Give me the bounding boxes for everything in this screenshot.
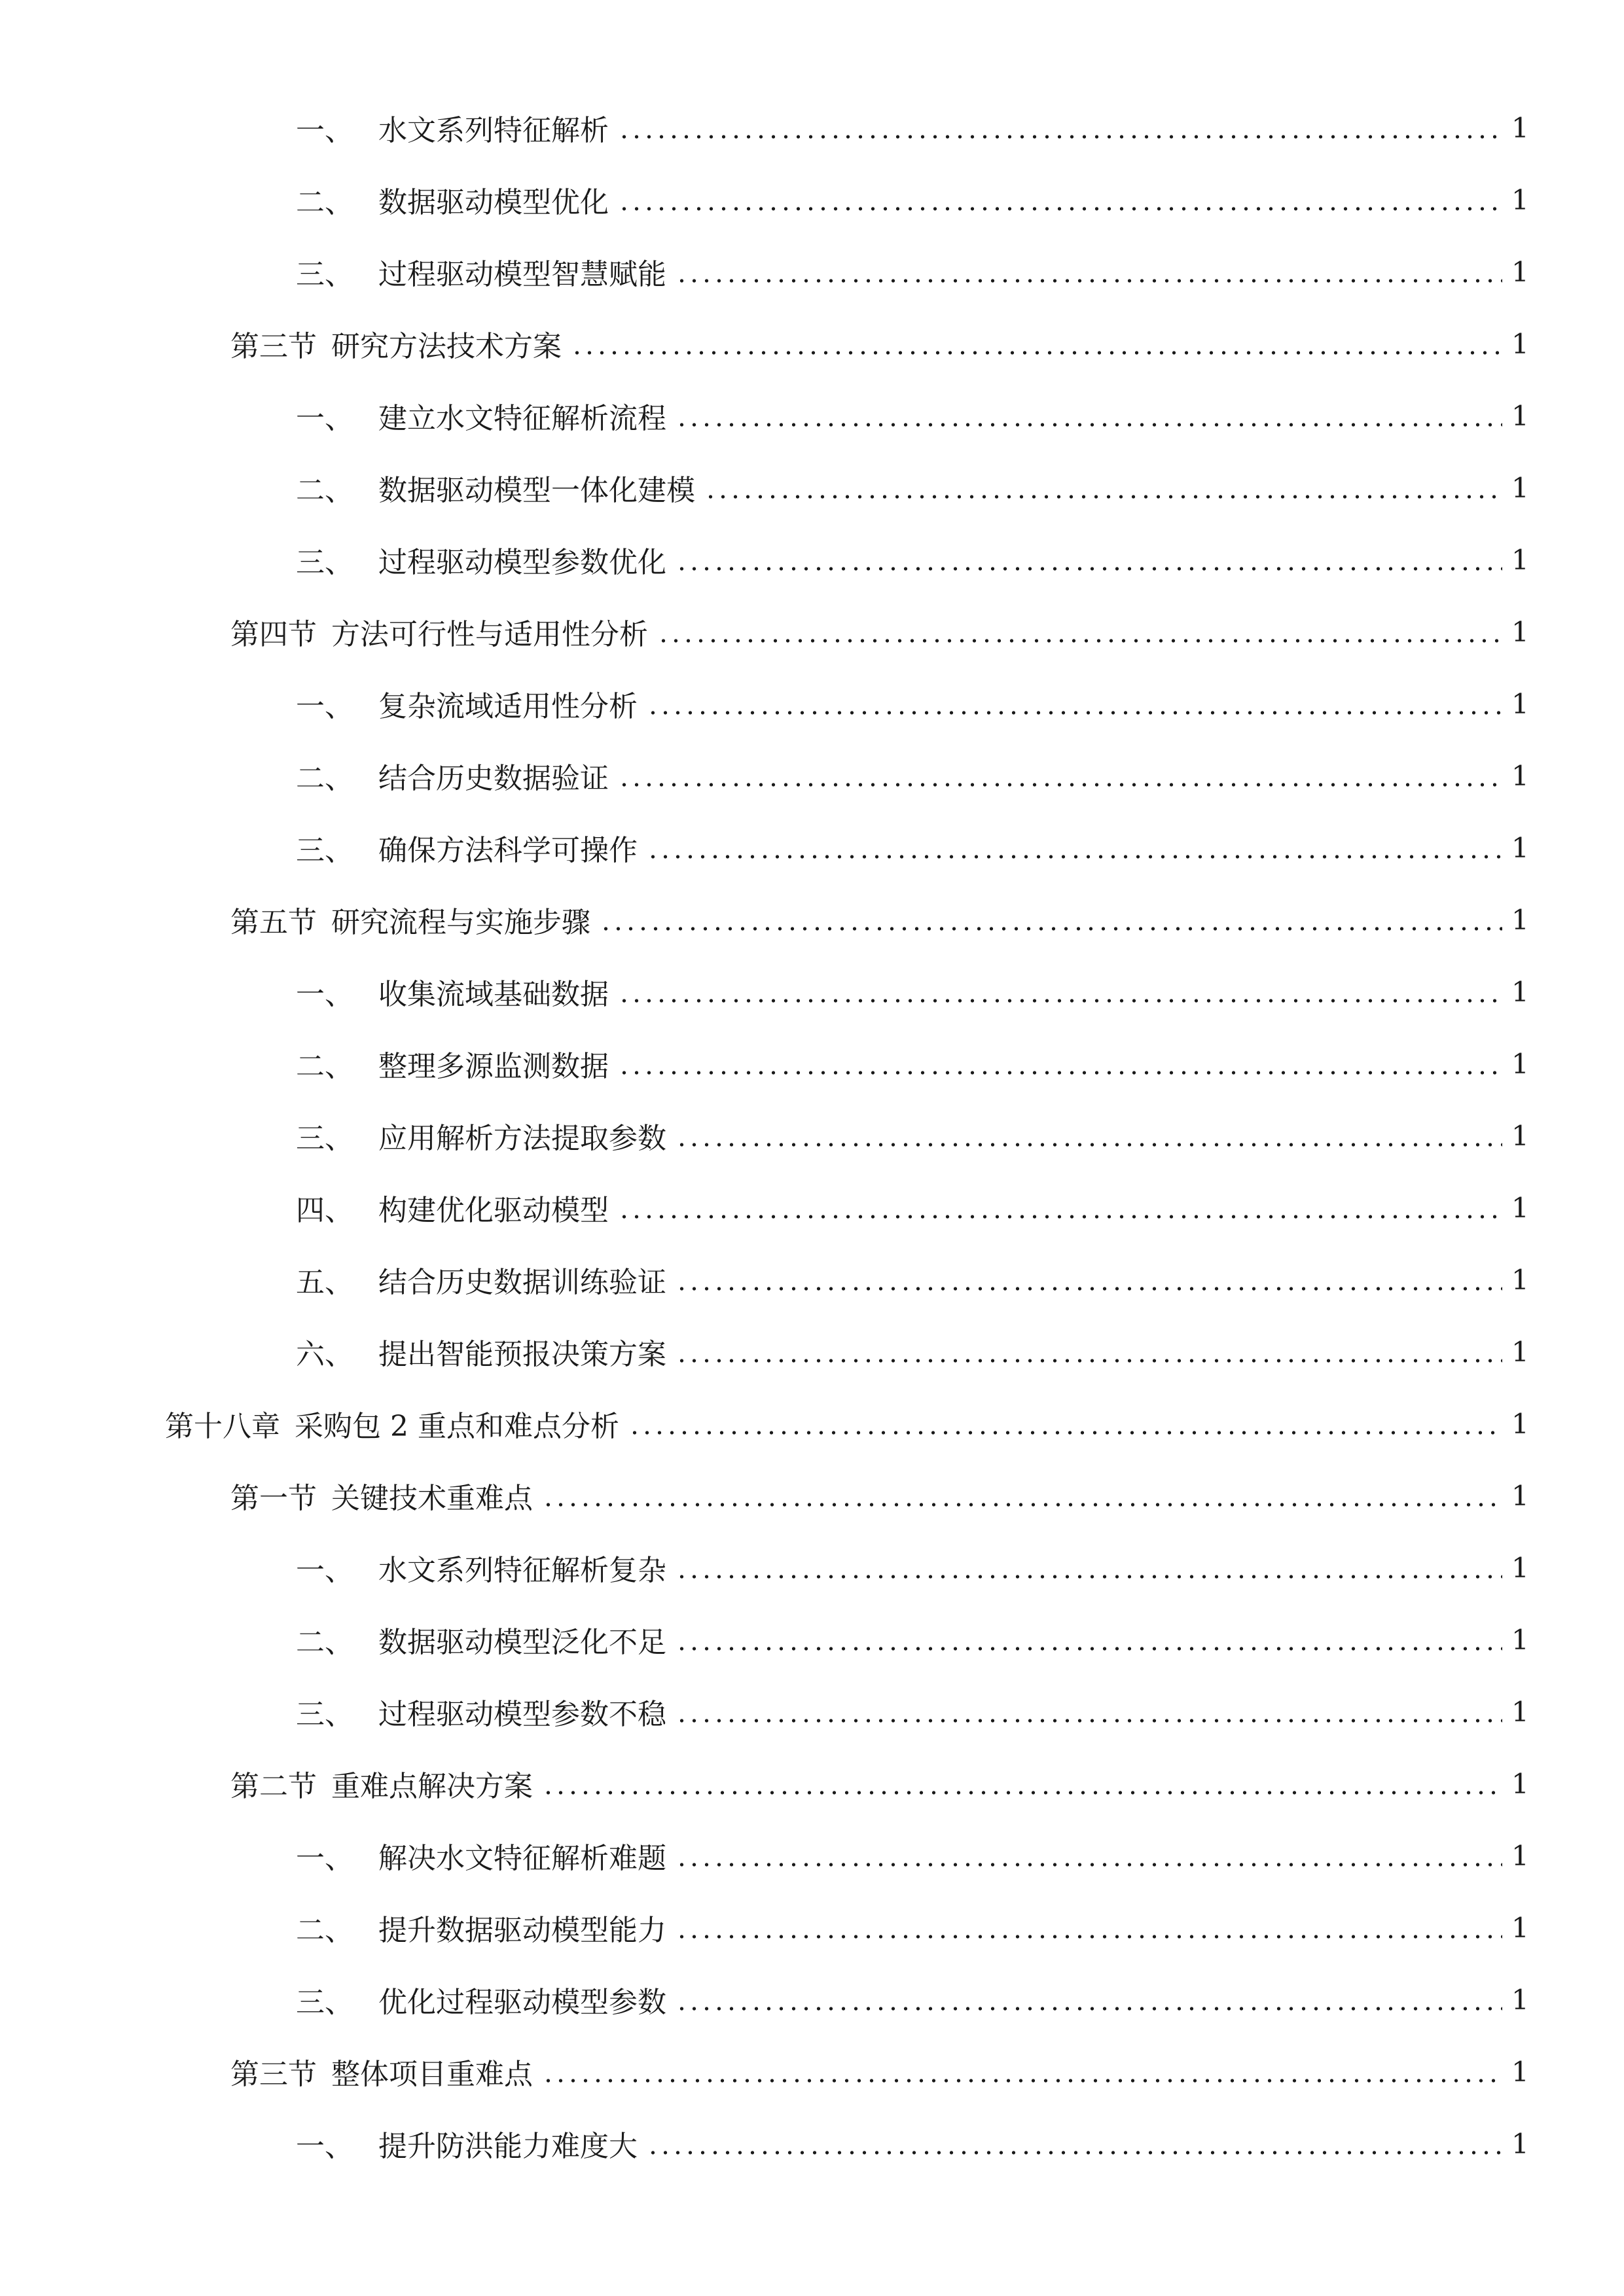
table-of-contents [0,92,1624,2179]
toc-entry-number: 五、 [296,1266,353,1299]
toc-dot-leader [676,257,1502,286]
toc-entry-number: 一、 [296,978,353,1011]
toc-page-number: 1 [1511,1263,1529,1296]
toc-entry-number: 一、 [296,690,353,723]
toc-entry-title: 研究流程与实施步骤 [331,906,590,939]
toc-page-number: 1 [1511,111,1529,144]
toc-chapter-entry[interactable] [0,1388,1624,1460]
toc-dot-leader [571,329,1502,358]
toc-entry-title: 整体项目重难点 [331,2058,533,2091]
toc-subsection-entry[interactable] [0,236,1624,308]
toc-dot-leader [676,1841,1502,1870]
toc-dot-leader [676,545,1502,574]
toc-entry-title: 方法可行性与适用性分析 [331,618,648,651]
toc-entry-number: 一、 [296,1554,353,1587]
toc-page-number: 1 [1511,1119,1529,1152]
toc-entry-number: 三、 [296,546,353,579]
toc-entry-title: 数据驱动模型一体化建模 [378,474,695,507]
toc-entry-number: 第五节 [230,906,317,939]
toc-section-entry[interactable] [0,308,1624,380]
toc-entry-title: 过程驱动模型参数不稳 [378,1698,666,1731]
toc-subsection-entry[interactable] [0,1316,1624,1388]
toc-entry-number: 第四节 [230,618,317,651]
toc-dot-leader [618,1193,1502,1222]
toc-page-number: 1 [1511,1551,1529,1584]
toc-entry-title: 水文系列特征解析 [378,114,609,147]
toc-dot-leader [704,473,1502,502]
toc-page-number: 1 [1511,1191,1529,1224]
toc-subsection-entry[interactable] [0,1964,1624,2036]
toc-entry-number: 二、 [296,186,353,219]
toc-subsection-entry[interactable] [0,2108,1624,2179]
toc-entry-title: 数据驱动模型泛化不足 [378,1626,666,1659]
toc-page-number: 1 [1511,1911,1529,1944]
toc-entry-title: 结合历史数据训练验证 [378,1266,666,1299]
toc-page-number: 1 [1511,1983,1529,2016]
toc-entry-title: 优化过程驱动模型参数 [378,1986,666,2019]
toc-subsection-entry[interactable] [0,92,1624,164]
toc-dot-leader [618,113,1502,142]
toc-entry-title: 应用解析方法提取参数 [378,1122,666,1155]
toc-dot-leader [647,689,1502,718]
toc-subsection-entry[interactable] [0,524,1624,596]
toc-dot-leader [657,617,1502,646]
toc-dot-leader [542,1481,1502,1510]
toc-entry-title: 提升数据驱动模型能力 [378,1914,666,1947]
toc-entry-title: 过程驱动模型参数优化 [378,546,666,579]
toc-entry-title: 研究方法技术方案 [331,330,562,363]
toc-entry-number: 二、 [296,474,353,507]
toc-entry-title: 提升防洪能力难度大 [378,2130,638,2163]
toc-subsection-entry[interactable] [0,380,1624,452]
toc-entry-number: 四、 [296,1194,353,1227]
toc-subsection-entry[interactable] [0,812,1624,884]
toc-page-number: 1 [1511,1407,1529,1440]
toc-dot-leader [618,761,1502,790]
toc-page-number: 1 [1511,615,1529,648]
toc-dot-leader [542,2057,1502,2086]
toc-subsection-entry[interactable] [0,956,1624,1028]
toc-entry-number: 三、 [296,1698,353,1731]
toc-page-number: 1 [1511,2055,1529,2088]
toc-subsection-entry[interactable] [0,668,1624,740]
toc-section-entry[interactable] [0,2036,1624,2108]
toc-subsection-entry[interactable] [0,1100,1624,1172]
toc-entry-number: 六、 [296,1338,353,1371]
toc-subsection-entry[interactable] [0,452,1624,524]
toc-entry-number: 二、 [296,1626,353,1659]
toc-entry-title: 采购包 2 重点和难点分析 [295,1410,619,1443]
toc-page-number: 1 [1511,543,1529,576]
toc-page-number: 1 [1511,759,1529,792]
toc-entry-title: 提出智能预报决策方案 [378,1338,666,1371]
toc-page-number: 1 [1511,1479,1529,1512]
toc-entry-number: 三、 [296,1986,353,2019]
toc-page-number: 1 [1511,183,1529,216]
toc-entry-title: 过程驱动模型智慧赋能 [378,258,666,291]
toc-entry-title: 复杂流域适用性分析 [378,690,638,723]
toc-page-number: 1 [1511,903,1529,936]
toc-entry-number: 一、 [296,1842,353,1875]
toc-dot-leader [676,1337,1502,1366]
toc-entry-number: 二、 [296,1050,353,1083]
toc-dot-leader [676,1553,1502,1582]
toc-subsection-entry[interactable] [0,1532,1624,1604]
toc-entry-number: 一、 [296,114,353,147]
toc-page-number: 1 [1511,1335,1529,1368]
toc-dot-leader [618,185,1502,214]
toc-dot-leader [676,1265,1502,1294]
toc-entry-number: 二、 [296,762,353,795]
toc-section-entry[interactable] [0,1460,1624,1532]
toc-subsection-entry[interactable] [0,1028,1624,1100]
toc-entry-number: 第三节 [230,2058,317,2091]
toc-page-number: 1 [1511,1623,1529,1656]
toc-entry-number: 一、 [296,402,353,435]
toc-subsection-entry[interactable] [0,740,1624,812]
toc-dot-leader [542,1769,1502,1798]
toc-entry-title: 构建优化驱动模型 [378,1194,609,1227]
toc-subsection-entry[interactable] [0,1604,1624,1676]
toc-page-number: 1 [1511,471,1529,504]
toc-dot-leader [676,1625,1502,1654]
toc-entry-number: 一、 [296,2130,353,2163]
toc-section-entry[interactable] [0,596,1624,668]
toc-dot-leader [618,977,1502,1006]
toc-entry-title: 结合历史数据验证 [378,762,609,795]
toc-subsection-entry[interactable] [0,1676,1624,1748]
toc-page-number: 1 [1511,975,1529,1008]
toc-subsection-entry[interactable] [0,1244,1624,1316]
toc-page-number: 1 [1511,2127,1529,2160]
toc-entry-number: 三、 [296,258,353,291]
toc-dot-leader [628,1409,1502,1438]
toc-page-number: 1 [1511,1047,1529,1080]
toc-page-number: 1 [1511,327,1529,360]
toc-section-entry[interactable] [0,884,1624,956]
toc-entry-title: 解决水文特征解析难题 [378,1842,666,1875]
toc-dot-leader [676,1121,1502,1150]
toc-dot-leader [676,1985,1502,2014]
toc-page-number: 1 [1511,399,1529,432]
toc-entry-title: 确保方法科学可操作 [378,834,638,867]
toc-subsection-entry[interactable] [0,1820,1624,1892]
toc-entry-number: 第一节 [230,1482,317,1515]
toc-entry-title: 水文系列特征解析复杂 [378,1554,666,1587]
toc-entry-title: 收集流域基础数据 [378,978,609,1011]
toc-section-entry[interactable] [0,1748,1624,1820]
toc-page-number: 1 [1511,1839,1529,1872]
toc-page-number: 1 [1511,1695,1529,1728]
toc-dot-leader [618,1049,1502,1078]
toc-entry-title: 数据驱动模型优化 [378,186,609,219]
toc-entry-title: 重难点解决方案 [331,1770,533,1803]
toc-dot-leader [647,2129,1502,2158]
toc-page-number: 1 [1511,1767,1529,1800]
toc-entry-title: 建立水文特征解析流程 [378,402,666,435]
toc-subsection-entry[interactable] [0,164,1624,236]
toc-page-number: 1 [1511,831,1529,864]
toc-entry-number: 三、 [296,834,353,867]
toc-dot-leader [676,1913,1502,1942]
toc-entry-title: 整理多源监测数据 [378,1050,609,1083]
toc-page-number: 1 [1511,687,1529,720]
toc-subsection-entry[interactable] [0,1172,1624,1244]
toc-entry-number: 三、 [296,1122,353,1155]
toc-entry-number: 第十八章 [165,1410,280,1443]
toc-entry-number: 第二节 [230,1770,317,1803]
toc-page-number: 1 [1511,255,1529,288]
toc-subsection-entry[interactable] [0,1892,1624,1964]
toc-entry-number: 二、 [296,1914,353,1947]
toc-entry-title: 关键技术重难点 [331,1482,533,1515]
toc-entry-number: 第三节 [230,330,317,363]
toc-dot-leader [647,833,1502,862]
toc-dot-leader [600,905,1502,934]
toc-dot-leader [676,401,1502,430]
toc-dot-leader [676,1697,1502,1726]
